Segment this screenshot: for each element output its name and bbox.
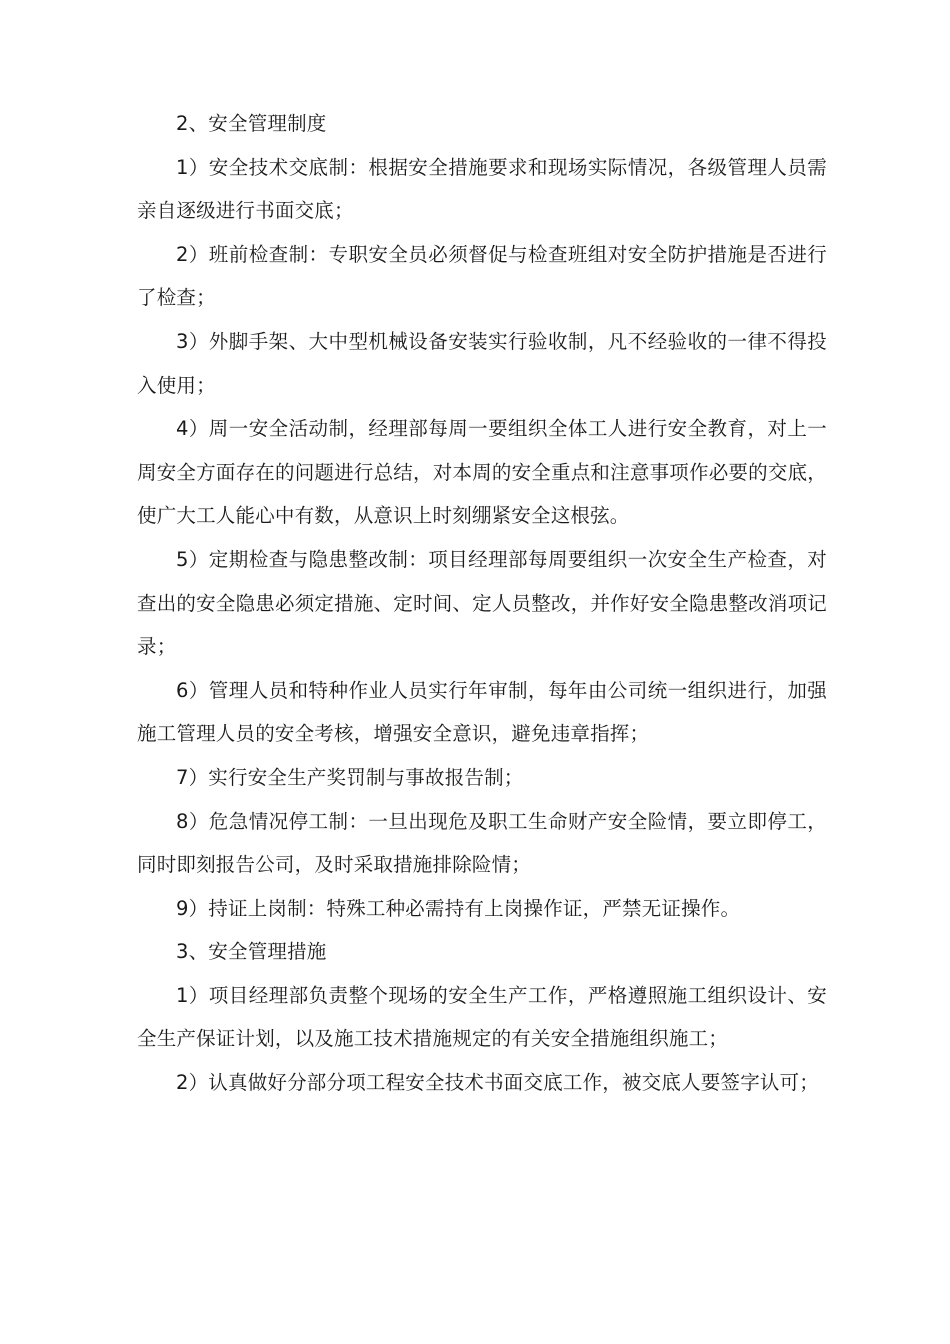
paragraph-item: 8）危急情况停工制：一旦出现危及职工生命财产安全险情，要立即停工，同时即刻报告公司，及时采取措施排除险情； [137, 809, 827, 877]
paragraph-item: 3）外脚手架、大中型机械设备安装实行验收制，凡不经验收的一律不得投入使用； [137, 329, 827, 397]
section-heading-safety-measures: 3、安全管理措施 [176, 940, 327, 964]
paragraph-item: 9）持证上岗制：特殊工种必需持有上岗操作证，严禁无证操作。 [176, 896, 741, 920]
paragraph-item: 7）实行安全生产奖罚制与事故报告制； [176, 765, 524, 789]
section-heading-safety-system: 2、安全管理制度 [176, 112, 327, 135]
document-body [137, 102, 827, 1105]
paragraph-item: 6）管理人员和特种作业人员实行年审制，每年由公司统一组织进行，加强施工管理人员的安全考核，增强安全意识，避免违章指挥； [137, 678, 827, 746]
paragraph-item: 2）认真做好分部分项工程安全技术书面交底工作，被交底人要签字认可； [176, 1071, 820, 1095]
paragraph-item: 2）班前检查制：专职安全员必须督促与检查班组对安全防护措施是否进行了检查； [137, 242, 827, 310]
paragraph-item: 4）周一安全活动制，经理部每周一要组织全体工人进行安全教育，对上一周安全方面存在的问题进行总结，对本周的安全重点和注意事项作必要的交底，使广大工人能心中有数，从意识上时刻绷紧安全这根弦。 [137, 417, 827, 528]
paragraph-item: 1）项目经理部负责整个现场的安全生产工作，严格遵照施工组织设计、安全生产保证计划，以及施工技术措施规定的有关安全措施组织施工； [137, 983, 827, 1051]
paragraph-item: 5）定期检查与隐患整改制：项目经理部每周要组织一次安全生产检查，对查出的安全隐患必须定措施、定时间、定人员整改，并作好安全隐患整改消项记录； [137, 547, 827, 659]
paragraph-item: 1）安全技术交底制：根据安全措施要求和现场实际情况，各级管理人员需亲自逐级进行书面交底； [137, 155, 827, 223]
